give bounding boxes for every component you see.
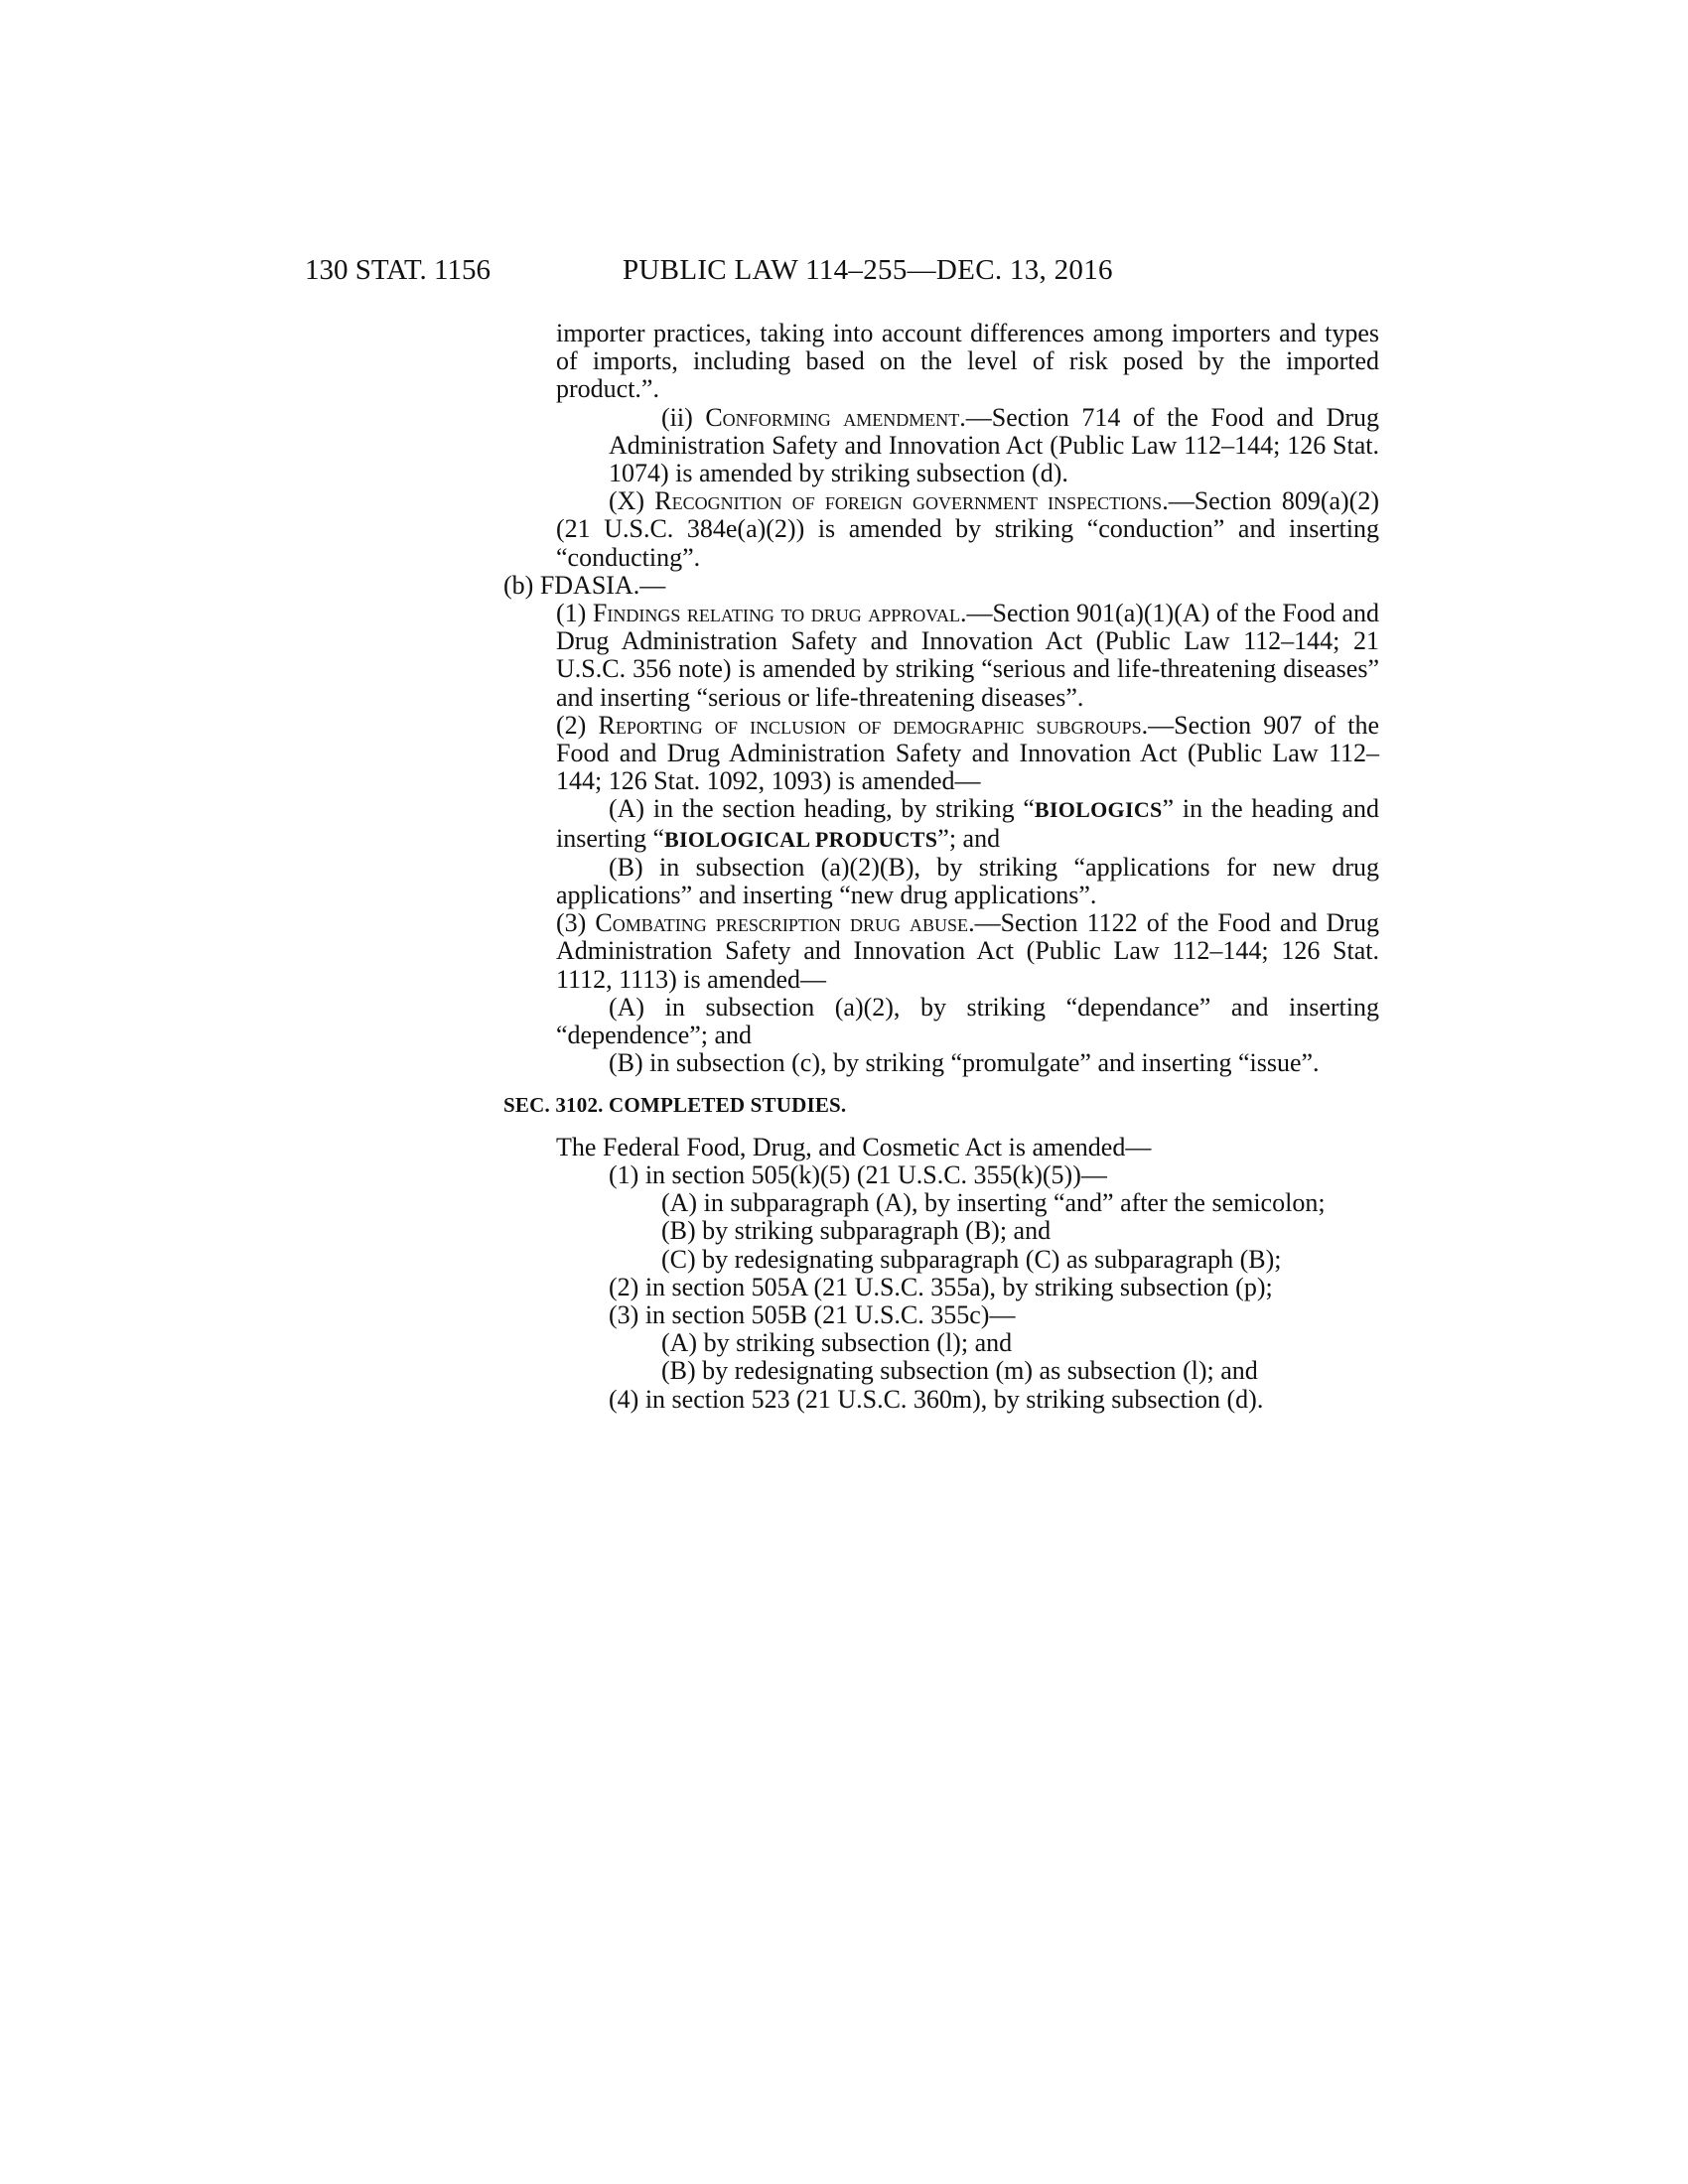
statute-reference: 130 STAT. 1156	[305, 254, 491, 286]
paragraph: The Federal Food, Drug, and Cosmetic Act is amended—	[556, 1132, 1152, 1161]
paragraph: (A) by striking subsection (l); and	[661, 1328, 1013, 1358]
paragraph: (B) by redesignating subsection (m) as subsection (l); and	[661, 1356, 1258, 1386]
section-heading: SEC. 3102. COMPLETED STUDIES.	[503, 1093, 847, 1118]
page-header	[305, 250, 1379, 290]
small-caps-heading: Conforming amendment	[705, 402, 960, 432]
paragraph: (A) in subsection (a)(2), by striking “dependance” and inserting “dependence”; and	[556, 992, 1379, 1050]
document-body	[503, 319, 1380, 1414]
paragraph: (2) in section 505A (21 U.S.C. 355a), by striking subsection (p);	[609, 1272, 1273, 1301]
bold-term: BIOLOGICAL PRODUCTS	[664, 826, 938, 852]
paragraph: (C) by redesignating subparagraph (C) as subparagraph (B);	[661, 1244, 1282, 1274]
paragraph: (3) Combating prescription drug abuse.—Section 1122 of the Food and Drug Administration Safety and Innovation Act (Public Law 112–144; 126 Stat. 1112, 1113) is amended—	[556, 908, 1379, 994]
paragraph: (B) in subsection (a)(2)(B), by striking “applications for new drug applications” and inserting “new drug applications”.	[556, 852, 1379, 910]
paragraph: (ii) Conforming amendment.—Section 714 of the Food and Drug Administration Safety and Innovation Act (Public Law 112–144; 126 Stat. 1074) is amended by striking subsection (d).	[609, 402, 1380, 488]
paragraph: (2) Reporting of inclusion of demographic subgroups.—Section 907 of the Food and Drug Administration Safety and Innovation Act (Public Law 112–144; 126 Stat. 1092, 1093) is amended—	[556, 710, 1379, 796]
paragraph: (3) in section 505B (21 U.S.C. 355c)—	[609, 1299, 1016, 1329]
bold-term: BIOLOGICS	[1034, 797, 1163, 823]
small-caps-heading: Recognition of foreign government inspections	[654, 486, 1163, 516]
paragraph: (1) Findings relating to drug approval.—Section 901(a)(1)(A) of the Food and Drug Administration Safety and Innovation Act (Public Law 112–144; 21 U.S.C. 356 note) is amended by striking “serious and life-threatening diseases” and inserting “serious or life-threatening diseases”.	[556, 599, 1379, 712]
law-title: PUBLIC LAW 114–255—DEC. 13, 2016	[623, 254, 1113, 286]
paragraph: (1) in section 505(k)(5) (21 U.S.C. 355(k)(5))—	[609, 1160, 1107, 1189]
paragraph: importer practices, taking into account differences among importers and types of imports, including based on the level of risk posed by the imported product.”.	[556, 319, 1379, 404]
paragraph: (4) in section 523 (21 U.S.C. 360m), by striking subsection (d).	[609, 1384, 1264, 1414]
paragraph: (A) in subparagraph (A), by inserting “and” after the semicolon;	[661, 1188, 1326, 1218]
small-caps-heading: Reporting of inclusion of demographic subgroups	[598, 710, 1142, 740]
paragraph: (B) by striking subparagraph (B); and	[661, 1216, 1052, 1246]
paragraph: (A) in the section heading, by striking “BIOLOGICS” in the heading and inserting “BIOLOGICAL PRODUCTS”; and	[556, 794, 1379, 853]
paragraph: (b) FDASIA.—	[503, 570, 666, 600]
small-caps-heading: Combating prescription drug abuse	[595, 908, 969, 938]
small-caps-heading: Findings relating to drug approval	[592, 599, 960, 628]
paragraph: (B) in subsection (c), by striking “promulgate” and inserting “issue”.	[609, 1048, 1320, 1078]
paragraph: (X) Recognition of foreign government inspections.—Section 809(a)(2) (21 U.S.C. 384e(a)(2)) is amended by striking “conduction” and inserting “conducting”.	[556, 486, 1379, 572]
